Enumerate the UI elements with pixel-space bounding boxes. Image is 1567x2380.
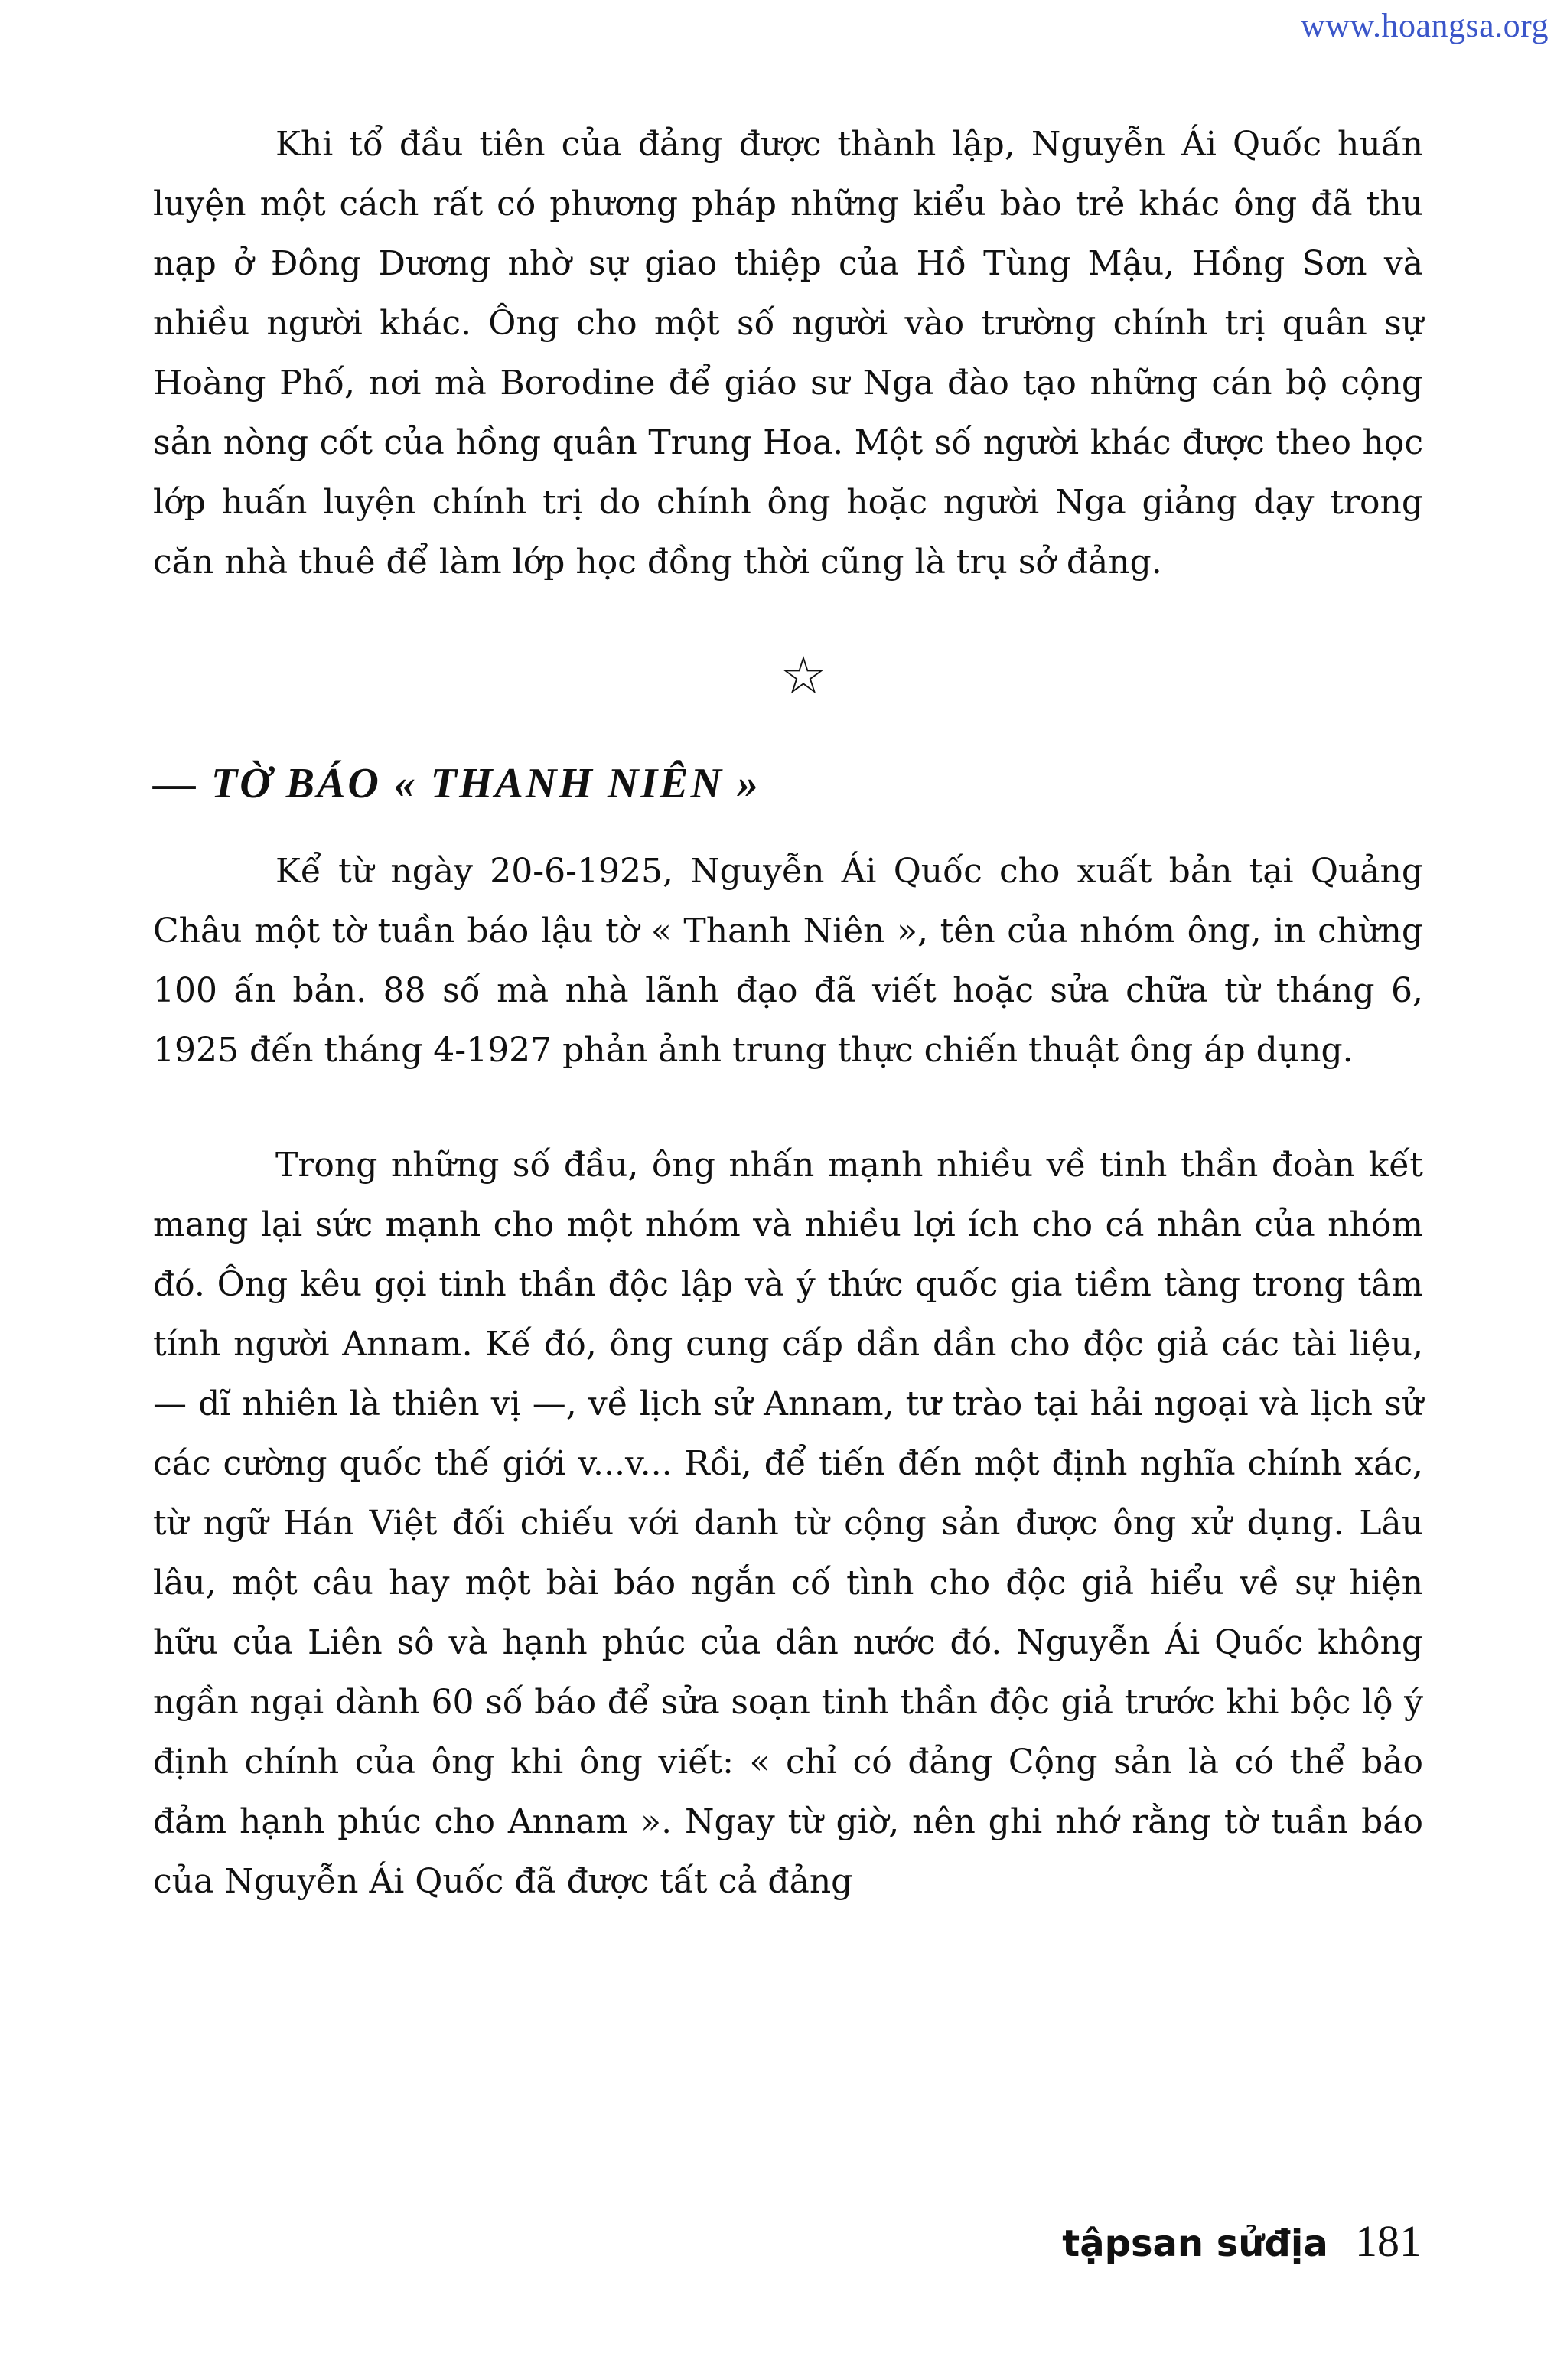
star-icon: ☆	[780, 646, 827, 706]
page-number: 181	[1355, 2216, 1422, 2266]
page-body	[153, 115, 1423, 1912]
paragraph-3: Trong những số đầu, ông nhấn mạnh nhiều về tinh thần đoàn kết mang lại sức mạnh cho một nhóm và nhiều lợi ích cho cá nhân của nhóm đó. Ông kêu gọi tinh thần độc lập và ý thức quốc gia tiềm tàng trong tâm tính người Annam. Kế đó, ông cung cấp dần dần cho độc giả các tài liệu, — dĩ nhiên là thiên vị —, về lịch sử Annam, tư trào tại hải ngoại và lịch sử các cường quốc thế giới v...v... Rồi, để tiến đến một định nghĩa chính xác, từ ngữ Hán Việt đối chiếu với danh từ cộng sản được ông xử dụng. Lâu lâu, một câu hay một bài báo ngắn cố tình cho độc giả hiểu về sự hiện hữu của Liên sô và hạnh phúc của dân nước đó. Nguyễn Ái Quốc không ngần ngại dành 60 số báo để sửa soạn tinh thần độc giả trước khi bộc lộ ý định chính của ông khi ông viết: « chỉ có đảng Cộng sản là có thể bảo đảm hạnh phúc cho Annam ». Ngay từ giờ, nên ghi nhớ rằng tờ tuần báo của Nguyễn Ái Quốc đã được tất cả đảng	[153, 1146, 1423, 1901]
journal-name: tậpsan sửđịa	[1062, 2222, 1328, 2265]
paragraph-1: Khi tổ đầu tiên của đảng được thành lập, Nguyễn Ái Quốc huấn luyện một cách rất có phương pháp những kiểu bào trẻ khác ông đã thu nạp ở Đông Dương nhờ sự giao thiệp của Hồ Tùng Mậu, Hồng Sơn và nhiều người khác. Ông cho một số người vào trường chính trị quân sự Hoàng Phố, nơi mà Borodine để giáo sư Nga đào tạo những cán bộ cộng sản nòng cốt của hồng quân Trung Hoa. Một số người khác được theo học lớp huấn luyện chính trị do chính ông hoặc người Nga giảng dạy trong căn nhà thuê để làm lớp học đồng thời cũng là trụ sở đảng.	[153, 125, 1423, 582]
paragraph-2: Kể từ ngày 20-6-1925, Nguyễn Ái Quốc cho xuất bản tại Quảng Châu một tờ tuần báo lậu tờ « Thanh Niên », tên của nhóm ông, in chừng 100 ấn bản. 88 số mà nhà lãnh đạo đã viết hoặc sửa chữa từ tháng 6, 1925 đến tháng 4-1927 phản ảnh trung thực chiến thuật ông áp dụng.	[153, 852, 1423, 1070]
watermark-link[interactable]: www.hoangsa.org	[1300, 7, 1549, 44]
page-footer	[1062, 2215, 1422, 2267]
section-heading: — TỜ BÁO « THANH NIÊN »	[153, 760, 761, 807]
